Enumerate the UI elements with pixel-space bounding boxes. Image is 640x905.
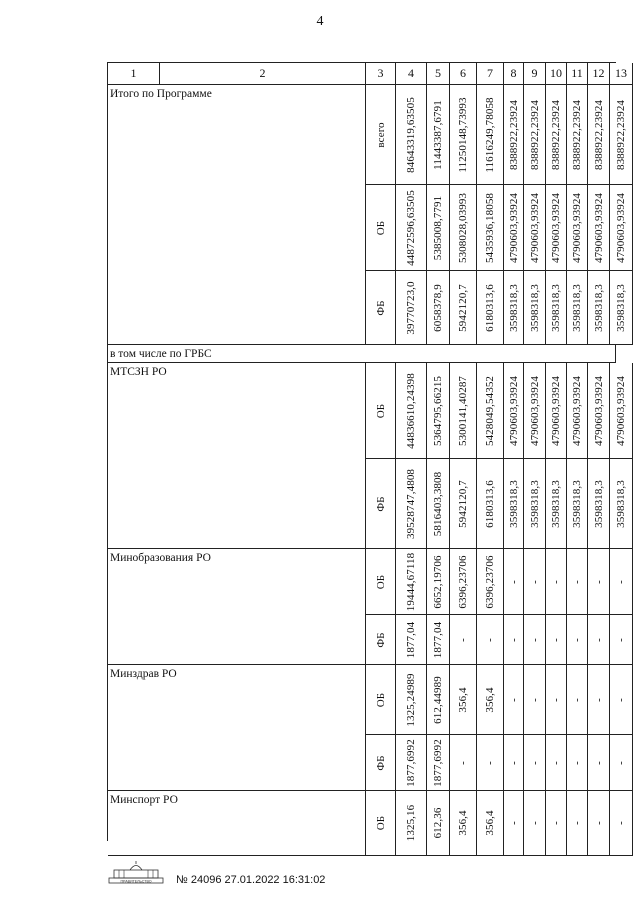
value-cell — [524, 615, 546, 665]
value-cell — [396, 735, 427, 791]
row-type: ОБ — [374, 220, 387, 235]
value: 11250148,73993 — [457, 96, 469, 173]
value: 6396,23706 — [457, 554, 469, 609]
value: 8388922,23924 — [528, 99, 541, 170]
value-cell — [610, 791, 633, 856]
value: - — [528, 579, 541, 584]
value: 4790603,93924 — [507, 375, 520, 446]
value-cell — [546, 735, 567, 791]
value: 4790603,93924 — [592, 192, 605, 263]
value-cell — [588, 185, 610, 271]
value: - — [615, 697, 627, 702]
value-cell — [427, 271, 450, 345]
value-cell — [396, 85, 427, 185]
value-cell — [588, 615, 610, 665]
header-cell: 7 — [477, 63, 504, 85]
value: - — [592, 579, 605, 584]
value-cell — [546, 271, 567, 345]
value: 3598318,3 — [615, 479, 627, 528]
value-cell — [588, 363, 610, 459]
section-label-row: в том числе по ГРБС — [108, 345, 616, 363]
header-cell: 6 — [450, 63, 477, 85]
value: - — [507, 821, 520, 825]
value-cell — [524, 735, 546, 791]
value-cell — [450, 791, 477, 856]
value-cell — [610, 85, 633, 185]
value-cell — [427, 735, 450, 791]
value: 1325,24989 — [405, 672, 417, 727]
row-type: всего — [374, 121, 387, 148]
row-type: ОБ — [374, 403, 387, 418]
value-cell — [504, 735, 524, 791]
value: 44872596,63505 — [405, 189, 417, 266]
registration-stamp: № 24096 27.01.2022 16:31:02 — [176, 874, 326, 886]
row-type: ФБ — [374, 299, 387, 316]
value: 4790603,93924 — [592, 375, 605, 446]
value-cell — [524, 549, 546, 615]
value: 6058378,9 — [432, 283, 444, 332]
value: - — [571, 579, 583, 584]
value-cell — [524, 363, 546, 459]
value: 356,4 — [457, 810, 469, 836]
value-cell — [396, 459, 427, 549]
value-cell — [427, 615, 450, 665]
value-cell — [396, 615, 427, 665]
value-cell — [546, 791, 567, 856]
value-cell — [450, 271, 477, 345]
row-type: ОБ — [374, 574, 387, 589]
value: - — [507, 697, 520, 702]
value: 1877,6992 — [405, 738, 417, 787]
value: 4790603,93924 — [615, 192, 627, 263]
value-cell — [427, 185, 450, 271]
value: 8388922,23924 — [550, 99, 562, 170]
value: - — [550, 637, 562, 642]
value: 3598318,3 — [592, 283, 605, 332]
value: - — [615, 760, 627, 765]
value-cell — [546, 665, 567, 735]
value-cell — [588, 459, 610, 549]
row-type: ОБ — [374, 692, 387, 707]
value: 6396,23706 — [484, 554, 496, 609]
value: - — [528, 821, 541, 825]
row-type-cell — [366, 363, 396, 459]
value: 3598318,3 — [550, 479, 562, 528]
value: 3598318,3 — [615, 283, 627, 332]
value-cell — [588, 549, 610, 615]
value: 4790603,93924 — [571, 375, 583, 446]
row-type: ФБ — [374, 754, 387, 771]
value-cell — [567, 735, 588, 791]
value: 1877,04 — [405, 621, 417, 658]
value: 5942120,7 — [457, 283, 469, 332]
value: 44836610,24398 — [405, 372, 417, 449]
value-cell — [567, 363, 588, 459]
value: - — [571, 760, 583, 765]
value: 5942120,7 — [457, 479, 469, 528]
value-cell — [450, 615, 477, 665]
value-cell — [396, 271, 427, 345]
value: - — [528, 760, 541, 765]
value: 39770723,0 — [405, 280, 417, 335]
value-cell — [477, 185, 504, 271]
value: 612,44989 — [432, 675, 444, 724]
value: 8388922,23924 — [507, 99, 520, 170]
value-cell — [427, 363, 450, 459]
value-cell — [427, 791, 450, 856]
value-cell — [504, 85, 524, 185]
value-cell — [450, 185, 477, 271]
value: 4790603,93924 — [571, 192, 583, 263]
value: - — [484, 637, 496, 642]
row-type-cell — [366, 665, 396, 735]
value: 1877,6992 — [432, 738, 444, 787]
value-cell — [567, 665, 588, 735]
government-stamp-logo — [108, 860, 164, 884]
value-cell — [504, 459, 524, 549]
value: - — [571, 697, 583, 702]
section-label: МТСЗН РО — [108, 363, 366, 549]
value: 19444,67118 — [405, 552, 417, 611]
row-type-cell — [366, 459, 396, 549]
value: 39528747,4808 — [405, 468, 417, 539]
value-cell — [450, 85, 477, 185]
value-cell — [450, 735, 477, 791]
value: - — [484, 760, 496, 765]
value-cell — [567, 549, 588, 615]
header-cell: 13 — [610, 63, 633, 85]
value-cell — [546, 363, 567, 459]
section-label: Минздрав РО — [108, 665, 366, 791]
value-cell — [477, 459, 504, 549]
value: 11616249,78058 — [484, 96, 496, 173]
value: 6180313,6 — [484, 479, 496, 528]
value: 5385008,7791 — [432, 195, 444, 260]
value-cell — [610, 665, 633, 735]
value: - — [528, 697, 541, 702]
value-cell — [588, 791, 610, 856]
value-cell — [524, 185, 546, 271]
value-cell — [567, 615, 588, 665]
header-cell: 2 — [160, 63, 366, 85]
value: 3598318,3 — [592, 479, 605, 528]
value: - — [550, 821, 562, 825]
value-cell — [427, 459, 450, 549]
value-cell — [396, 363, 427, 459]
header-cell: 1 — [108, 63, 160, 85]
value: - — [615, 579, 627, 584]
value-cell — [427, 85, 450, 185]
header-cell: 5 — [427, 63, 450, 85]
value: 6652,19706 — [432, 554, 444, 609]
section-label: Минобразования РО — [108, 549, 366, 665]
value: - — [507, 637, 520, 642]
value: 8388922,23924 — [615, 99, 627, 170]
value: 3598318,3 — [528, 283, 541, 332]
stamp-text: ПРАВИТЕЛЬСТВО — [120, 879, 152, 884]
row-type-cell — [366, 549, 396, 615]
value-cell — [427, 549, 450, 615]
value-cell — [588, 271, 610, 345]
value-cell — [504, 185, 524, 271]
value-cell — [524, 85, 546, 185]
value-cell — [477, 363, 504, 459]
value: - — [615, 821, 627, 825]
value-cell — [524, 791, 546, 856]
page-number: 4 — [316, 14, 324, 29]
budget-table — [107, 62, 627, 842]
value: - — [507, 760, 520, 765]
value-cell — [504, 791, 524, 856]
value-cell — [450, 549, 477, 615]
value: 1877,04 — [432, 621, 444, 658]
value-cell — [504, 665, 524, 735]
section-label: Итого по Программе — [108, 85, 366, 345]
value-cell — [610, 549, 633, 615]
row-type: ФБ — [374, 631, 387, 648]
value-cell — [524, 459, 546, 549]
value-cell — [477, 791, 504, 856]
value: - — [615, 637, 627, 642]
value: - — [550, 697, 562, 702]
value: 5300141,40287 — [457, 375, 469, 446]
value: 3598318,3 — [507, 283, 520, 332]
header-cell: 8 — [504, 63, 524, 85]
value: - — [571, 637, 583, 642]
value: 356,4 — [484, 810, 496, 836]
value-cell — [396, 791, 427, 856]
value-cell — [567, 185, 588, 271]
row-type: ОБ — [374, 815, 387, 831]
value: 4790603,93924 — [528, 192, 541, 263]
value-cell — [588, 665, 610, 735]
value-cell — [546, 85, 567, 185]
value-cell — [567, 271, 588, 345]
row-type-cell — [366, 791, 396, 856]
header-cell: 10 — [546, 63, 567, 85]
value: - — [457, 637, 469, 642]
value: - — [507, 579, 520, 584]
value: 356,4 — [457, 686, 469, 713]
value: - — [571, 821, 583, 825]
value-cell — [504, 271, 524, 345]
header-cell: 11 — [567, 63, 588, 85]
value-cell — [610, 735, 633, 791]
value: 1325,16 — [405, 804, 417, 842]
value: 3598318,3 — [507, 479, 520, 528]
value-cell — [477, 615, 504, 665]
value-cell — [524, 271, 546, 345]
value-cell — [477, 271, 504, 345]
value: - — [528, 637, 541, 642]
value-cell — [477, 549, 504, 615]
value-cell — [588, 85, 610, 185]
value: 8388922,23924 — [571, 99, 583, 170]
value: 3598318,3 — [528, 479, 541, 528]
value: 4790603,93924 — [550, 192, 562, 263]
value: 4790603,93924 — [615, 375, 627, 446]
value-cell — [450, 459, 477, 549]
row-type-cell — [366, 185, 396, 271]
value-cell — [546, 185, 567, 271]
value-cell — [504, 549, 524, 615]
value-cell — [567, 791, 588, 856]
value: - — [592, 821, 605, 825]
value: 4790603,93924 — [550, 375, 562, 446]
value-cell — [477, 85, 504, 185]
value-cell — [477, 735, 504, 791]
value: 5308028,03993 — [457, 192, 469, 263]
value-cell — [567, 85, 588, 185]
value-cell — [450, 363, 477, 459]
value: 3598318,3 — [571, 283, 583, 332]
value-cell — [546, 549, 567, 615]
value-cell — [610, 271, 633, 345]
value-cell — [610, 363, 633, 459]
value: 4790603,93924 — [507, 192, 520, 263]
row-type-cell — [366, 271, 396, 345]
header-cell: 12 — [588, 63, 610, 85]
value: - — [592, 697, 605, 702]
value: 5435936,18058 — [484, 192, 496, 263]
value: - — [457, 760, 469, 765]
value-cell — [524, 665, 546, 735]
value: - — [592, 760, 605, 765]
row-type-cell — [366, 85, 396, 185]
value: 4790603,93924 — [528, 375, 541, 446]
value-cell — [427, 665, 450, 735]
value-cell — [546, 615, 567, 665]
header-cell: 4 — [396, 63, 427, 85]
value: 5364795,66215 — [432, 375, 444, 446]
value-cell — [504, 615, 524, 665]
value: - — [592, 637, 605, 642]
value-cell — [477, 665, 504, 735]
value: 8388922,23924 — [592, 99, 605, 170]
value: 11443387,6791 — [432, 99, 444, 170]
value-cell — [610, 185, 633, 271]
value: 356,4 — [484, 686, 496, 713]
row-type: ФБ — [374, 495, 387, 512]
value: 5816403,3808 — [432, 471, 444, 536]
value-cell — [396, 549, 427, 615]
value-cell — [450, 665, 477, 735]
value: 612,36 — [432, 807, 444, 839]
value: 84643319,63505 — [405, 96, 417, 173]
value: 3598318,3 — [571, 479, 583, 528]
value-cell — [546, 459, 567, 549]
value: 6180313,6 — [484, 283, 496, 332]
value-cell — [610, 459, 633, 549]
value-cell — [610, 615, 633, 665]
value: 5428049,54352 — [484, 375, 496, 446]
value: 3598318,3 — [550, 283, 562, 332]
row-type-cell — [366, 735, 396, 791]
section-label: Минспорт РО — [108, 791, 366, 856]
row-type-cell — [366, 615, 396, 665]
value-cell — [504, 363, 524, 459]
header-cell: 9 — [524, 63, 546, 85]
value: - — [550, 579, 562, 584]
value-cell — [588, 735, 610, 791]
header-cell: 3 — [366, 63, 396, 85]
value: - — [550, 760, 562, 765]
value-cell — [396, 665, 427, 735]
value-cell — [396, 185, 427, 271]
value-cell — [567, 459, 588, 549]
